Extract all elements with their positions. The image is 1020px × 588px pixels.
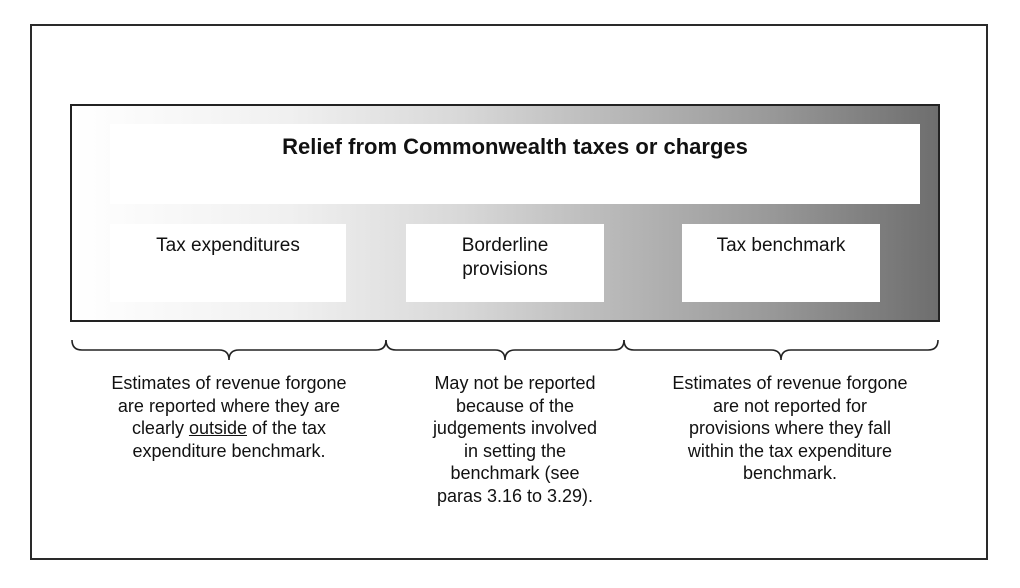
description-borderline-provisions [398, 372, 632, 507]
desc-line: in setting the [463, 440, 567, 461]
description-tax-expenditures [84, 372, 374, 462]
brace-right [624, 340, 938, 360]
desc-line: because of the [455, 395, 575, 416]
desc-line-post: of the tax [247, 418, 327, 438]
diagram-title: Relief from Commonwealth taxes or charges [282, 134, 748, 159]
desc-underlined-word: outside [188, 418, 247, 438]
category-label-line2: provisions [462, 259, 548, 280]
desc-line: paras 3.16 to 3.29). [436, 485, 594, 506]
brace-middle [386, 340, 624, 360]
brace-left [72, 340, 386, 360]
desc-line: benchmark (see [450, 463, 580, 483]
desc-line: Estimates of revenue forgone [111, 373, 347, 393]
desc-line: judgements involved [432, 418, 598, 438]
desc-line: provisions where they fall [688, 418, 892, 438]
description-tax-benchmark [642, 372, 938, 485]
desc-line: within the tax expenditure [687, 440, 893, 461]
desc-line: benchmark. [742, 463, 838, 483]
desc-line: expenditure benchmark. [132, 440, 326, 461]
category-label: Tax expenditures [156, 235, 300, 256]
category-label-line1: Borderline [461, 235, 549, 256]
desc-line: May not be reported [434, 373, 596, 393]
desc-line: are reported where they are [117, 395, 341, 416]
desc-line-pre: clearly [131, 418, 189, 438]
category-label: Tax benchmark [716, 235, 846, 256]
desc-line: Estimates of revenue forgone [672, 373, 908, 393]
desc-line: are not reported for [712, 395, 868, 416]
